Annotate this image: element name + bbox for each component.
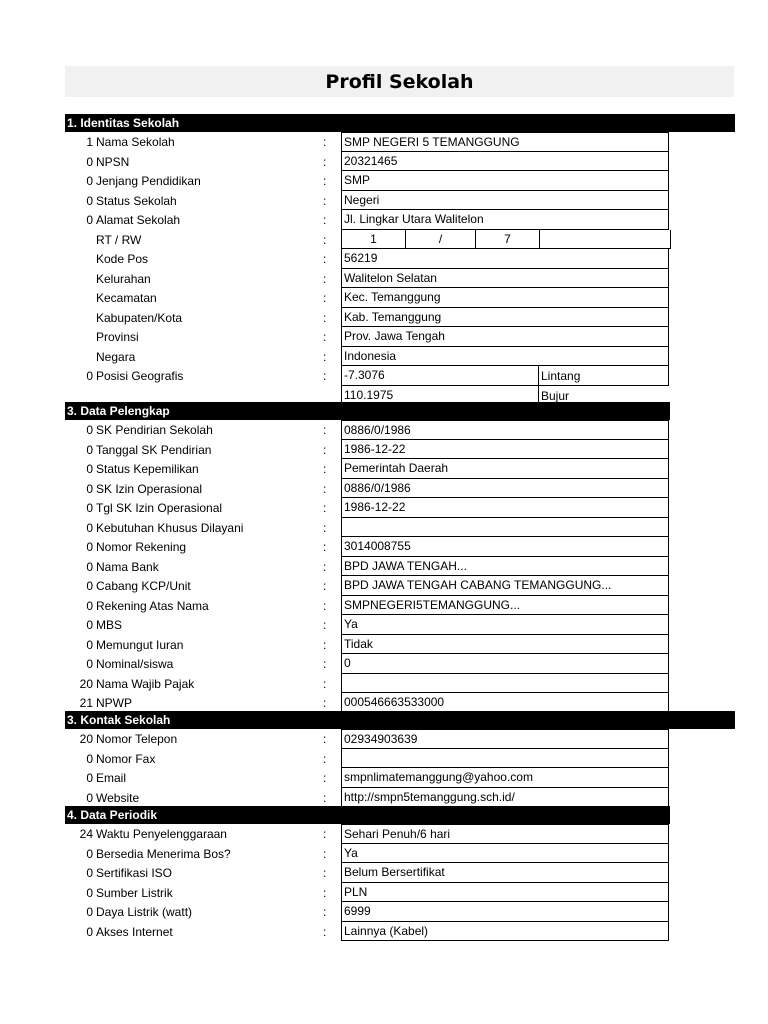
section-header-identitas: 1. Identitas Sekolah bbox=[65, 114, 735, 132]
form-row bbox=[65, 518, 735, 538]
form-row bbox=[65, 171, 735, 191]
form-row bbox=[65, 537, 735, 557]
row-number: 0 bbox=[86, 369, 93, 383]
row-value-field[interactable]: 20321465 bbox=[341, 152, 669, 172]
row-value-field[interactable]: SMPNEGERI5TEMANGGUNG... bbox=[341, 596, 669, 616]
form-row bbox=[65, 327, 735, 347]
section-header-kontak: 3. Kontak Sekolah bbox=[65, 711, 735, 729]
row-value-field[interactable]: Prov. Jawa Tengah bbox=[341, 327, 669, 347]
row-label: Kecamatan bbox=[96, 291, 157, 305]
row-colon: : bbox=[323, 481, 327, 496]
row-label: NPWP bbox=[96, 696, 132, 710]
rt-rw-rw[interactable]: 7 bbox=[476, 230, 540, 249]
row-number: 0 bbox=[86, 540, 93, 554]
row-colon: : bbox=[323, 330, 327, 344]
form-row-geo bbox=[65, 366, 735, 386]
row-value-field[interactable]: 000546663533000 bbox=[341, 693, 669, 713]
row-colon: : bbox=[323, 924, 327, 939]
page-title: Profil Sekolah bbox=[325, 70, 474, 93]
row-colon: : bbox=[323, 369, 327, 383]
row-label: NPSN bbox=[96, 154, 130, 169]
form-row bbox=[65, 824, 735, 844]
row-colon: : bbox=[323, 193, 327, 208]
row-label: Status Sekolah bbox=[96, 193, 177, 208]
form-row bbox=[65, 729, 735, 749]
row-value-field[interactable]: BPD JAWA TENGAH CABANG TEMANGGUNG... bbox=[341, 576, 669, 596]
row-number: 24 bbox=[79, 827, 93, 841]
row-value-field[interactable]: 3014008755 bbox=[341, 537, 669, 557]
row-colon: : bbox=[323, 618, 327, 632]
row-number: 0 bbox=[86, 481, 93, 496]
row-label: Bersedia Menerima Bos? bbox=[96, 846, 231, 861]
row-value-field[interactable]: Tidak bbox=[341, 635, 669, 655]
row-label: Negara bbox=[96, 349, 136, 364]
row-label: Sertifikasi ISO bbox=[96, 866, 173, 880]
row-label: Daya Listrik (watt) bbox=[96, 905, 193, 919]
row-colon: : bbox=[323, 540, 327, 554]
row-value-field[interactable]: Ya bbox=[341, 615, 669, 635]
row-colon: : bbox=[323, 866, 327, 880]
row-label: Status Kepemilikan bbox=[96, 462, 199, 476]
row-value-field[interactable]: 0 bbox=[341, 654, 669, 674]
row-value-field[interactable]: smpnlimatemanggung@yahoo.com bbox=[341, 768, 669, 788]
row-colon: : bbox=[323, 154, 327, 169]
form-row-rtrw bbox=[65, 230, 735, 250]
row-label: Posisi Geografis bbox=[96, 369, 184, 383]
form-row bbox=[65, 210, 735, 230]
row-number: 0 bbox=[86, 520, 93, 535]
form-row bbox=[65, 635, 735, 655]
row-number: 21 bbox=[79, 696, 93, 710]
row-value-field[interactable]: Jl. Lingkar Utara Walitelon bbox=[341, 210, 669, 230]
row-colon: : bbox=[323, 291, 327, 305]
row-number: 0 bbox=[86, 771, 93, 785]
form-row bbox=[65, 288, 735, 308]
row-value-field[interactable] bbox=[341, 674, 669, 694]
row-value-field[interactable]: Sehari Penuh/6 hari bbox=[341, 824, 669, 844]
row-value-field[interactable]: 1986-12-22 bbox=[341, 498, 669, 518]
row-colon: : bbox=[323, 905, 327, 919]
row-label: Nomor Telepon bbox=[96, 732, 178, 746]
row-number: 0 bbox=[86, 559, 93, 574]
row-label: RT / RW bbox=[96, 232, 142, 247]
row-number: 20 bbox=[79, 732, 93, 746]
row-number: 0 bbox=[86, 193, 93, 208]
rt-rw-field[interactable] bbox=[341, 230, 671, 250]
row-number: 0 bbox=[86, 846, 93, 861]
row-value-field[interactable]: Negeri bbox=[341, 191, 669, 211]
row-value-field[interactable] bbox=[341, 749, 669, 769]
lintang-field[interactable]: -7.3076 bbox=[341, 366, 539, 386]
row-colon: : bbox=[323, 232, 327, 247]
row-number: 0 bbox=[86, 790, 93, 805]
row-colon: : bbox=[323, 751, 327, 766]
form-row bbox=[65, 693, 735, 713]
row-label: SK Pendirian Sekolah bbox=[96, 423, 213, 437]
row-label: Kode Pos bbox=[96, 252, 149, 266]
row-label: Website bbox=[96, 790, 140, 805]
row-label: SK Izin Operasional bbox=[96, 481, 203, 496]
row-number: 0 bbox=[86, 442, 93, 457]
form-row bbox=[65, 615, 735, 635]
row-number: 0 bbox=[86, 154, 93, 169]
row-label: Tanggal SK Pendirian bbox=[96, 442, 212, 457]
row-value-field[interactable]: Kab. Temanggung bbox=[341, 308, 669, 328]
form-row bbox=[65, 498, 735, 518]
row-value-field[interactable]: Indonesia bbox=[341, 347, 669, 367]
row-value-field[interactable] bbox=[341, 518, 669, 538]
bujur-field[interactable]: 110.1975 bbox=[341, 386, 539, 406]
form-row bbox=[65, 557, 735, 577]
form-row bbox=[65, 420, 735, 440]
form-row bbox=[65, 249, 735, 269]
row-label: Email bbox=[96, 771, 127, 785]
form-row bbox=[65, 749, 735, 769]
bujur-label: Bujur bbox=[541, 388, 570, 403]
row-colon: : bbox=[323, 579, 327, 593]
row-colon: : bbox=[323, 885, 327, 900]
row-number: 0 bbox=[86, 174, 93, 188]
row-label: Kabupaten/Kota bbox=[96, 310, 183, 325]
row-label: Cabang KCP/Unit bbox=[96, 579, 191, 593]
row-number: 1 bbox=[86, 135, 93, 149]
row-label: Nomor Fax bbox=[96, 751, 156, 766]
row-number: 0 bbox=[86, 751, 93, 766]
row-label: Rekening Atas Nama bbox=[96, 598, 209, 613]
row-colon: : bbox=[323, 846, 327, 861]
row-number: 0 bbox=[86, 579, 93, 593]
row-label: Jenjang Pendidikan bbox=[96, 174, 201, 188]
form-row bbox=[65, 479, 735, 499]
row-number: 0 bbox=[86, 924, 93, 939]
row-number: 0 bbox=[86, 885, 93, 900]
row-label: MBS bbox=[96, 618, 123, 632]
row-value-field[interactable]: PLN bbox=[341, 883, 669, 903]
row-number: 0 bbox=[86, 213, 93, 227]
row-label: Nama Sekolah bbox=[96, 135, 175, 149]
form-row bbox=[65, 768, 735, 788]
row-colon: : bbox=[323, 598, 327, 613]
row-colon: : bbox=[323, 462, 327, 476]
form-row bbox=[65, 269, 735, 289]
section-header-periodik: 4. Data Periodik bbox=[65, 806, 670, 824]
row-number: 0 bbox=[86, 501, 93, 515]
row-colon: : bbox=[323, 271, 327, 286]
row-value-field[interactable]: 0886/0/1986 bbox=[341, 420, 669, 440]
form-row bbox=[65, 132, 735, 152]
row-number: 0 bbox=[86, 462, 93, 476]
row-colon: : bbox=[323, 310, 327, 325]
row-value-field[interactable]: SMP NEGERI 5 TEMANGGUNG bbox=[341, 132, 669, 152]
row-colon: : bbox=[323, 135, 327, 149]
row-value-field[interactable]: Kec. Temanggung bbox=[341, 288, 669, 308]
row-colon: : bbox=[323, 657, 327, 671]
row-colon: : bbox=[323, 559, 327, 574]
form-row bbox=[65, 347, 735, 367]
form-row bbox=[65, 308, 735, 328]
form-row bbox=[65, 152, 735, 172]
row-label: Akses Internet bbox=[96, 924, 173, 939]
form-row bbox=[65, 459, 735, 479]
row-label: Memungut Iuran bbox=[96, 637, 184, 652]
row-label: Waktu Penyelenggaraan bbox=[96, 827, 227, 841]
row-number: 0 bbox=[86, 618, 93, 632]
row-value-field[interactable]: Belum Bersertifikat bbox=[341, 863, 669, 883]
row-number: 0 bbox=[86, 905, 93, 919]
row-colon: : bbox=[323, 676, 327, 691]
row-colon: : bbox=[323, 827, 327, 841]
row-number: 0 bbox=[86, 598, 93, 613]
row-label: Provinsi bbox=[96, 330, 139, 344]
row-colon: : bbox=[323, 174, 327, 188]
row-value-field[interactable]: Pemerintah Daerah bbox=[341, 459, 669, 479]
row-colon: : bbox=[323, 771, 327, 785]
row-label: Nomor Rekening bbox=[96, 540, 187, 554]
row-label: Nama Bank bbox=[96, 559, 159, 574]
row-colon: : bbox=[323, 252, 327, 266]
row-label: Sumber Listrik bbox=[96, 885, 173, 900]
form-row bbox=[65, 883, 735, 903]
row-label: Kelurahan bbox=[96, 271, 151, 286]
lintang-label: Lintang bbox=[541, 369, 581, 383]
row-value-field[interactable]: http://smpn5temanggung.sch.id/ bbox=[341, 788, 669, 808]
form-row bbox=[65, 440, 735, 460]
form-row bbox=[65, 788, 735, 808]
row-colon: : bbox=[323, 790, 327, 805]
row-colon: : bbox=[323, 349, 327, 364]
row-number: 20 bbox=[79, 676, 93, 691]
row-number: 0 bbox=[86, 657, 93, 671]
row-value-field[interactable]: 6999 bbox=[341, 902, 669, 922]
form-row bbox=[65, 844, 735, 864]
rt-rw-empty[interactable] bbox=[540, 230, 670, 249]
row-value-field[interactable]: SMP bbox=[341, 171, 669, 191]
row-number: 0 bbox=[86, 637, 93, 652]
row-colon: : bbox=[323, 637, 327, 652]
row-label: Nama Wajib Pajak bbox=[96, 676, 195, 691]
row-colon: : bbox=[323, 696, 327, 710]
row-label: Nominal/siswa bbox=[96, 657, 174, 671]
row-colon: : bbox=[323, 213, 327, 227]
row-label: Tgl SK Izin Operasional bbox=[96, 501, 223, 515]
form-row bbox=[65, 674, 735, 694]
form-row bbox=[65, 863, 735, 883]
row-value-field[interactable]: 1986-12-22 bbox=[341, 440, 669, 460]
form-row bbox=[65, 654, 735, 674]
row-value-field[interactable]: BPD JAWA TENGAH... bbox=[341, 557, 669, 577]
row-colon: : bbox=[323, 732, 327, 746]
row-value-field[interactable]: 0886/0/1986 bbox=[341, 479, 669, 499]
form-row bbox=[65, 596, 735, 616]
row-label: Alamat Sekolah bbox=[96, 213, 181, 227]
row-colon: : bbox=[323, 442, 327, 457]
row-value-field[interactable]: Walitelon Selatan bbox=[341, 269, 669, 289]
row-value-field[interactable]: Lainnya (Kabel) bbox=[341, 922, 669, 942]
form-row bbox=[65, 576, 735, 596]
row-colon: : bbox=[323, 423, 327, 437]
form-row bbox=[65, 902, 735, 922]
row-label: Kebutuhan Khusus Dilayani bbox=[96, 520, 244, 535]
row-number: 0 bbox=[86, 423, 93, 437]
row-value-field[interactable]: 56219 bbox=[341, 249, 669, 269]
form-row bbox=[65, 922, 735, 942]
title-bar bbox=[65, 66, 734, 97]
rt-rw-sep[interactable]: / bbox=[406, 230, 476, 249]
rt-rw-rt[interactable]: 1 bbox=[342, 230, 406, 249]
row-number: 0 bbox=[86, 866, 93, 880]
row-value-field[interactable]: Ya bbox=[341, 844, 669, 864]
section-header-pelengkap: 3. Data Pelengkap bbox=[65, 402, 670, 420]
row-colon: : bbox=[323, 520, 327, 535]
row-colon: : bbox=[323, 501, 327, 515]
form-row bbox=[65, 191, 735, 211]
row-value-field[interactable]: 02934903639 bbox=[341, 729, 669, 749]
